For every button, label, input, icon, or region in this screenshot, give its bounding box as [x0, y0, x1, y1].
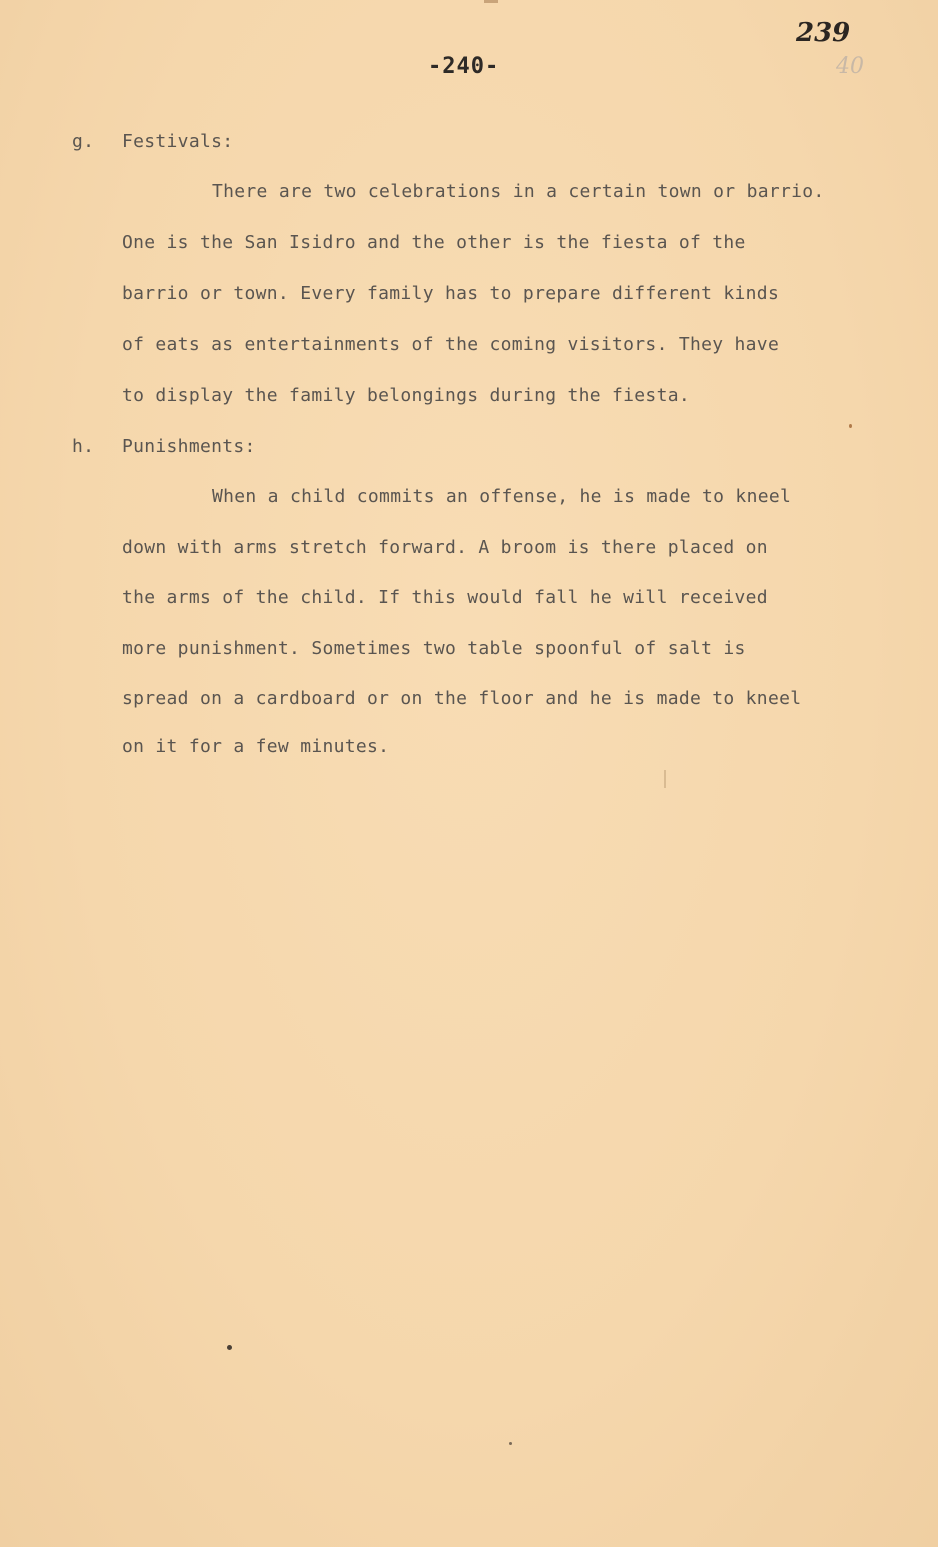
paragraph-line: When a child commits an offense, he is made to kneel: [212, 486, 792, 507]
paragraph-line: on it for a few minutes.: [122, 736, 390, 757]
paragraph-line: down with arms stretch forward. A broom is there placed on: [122, 537, 768, 558]
section-label-g: g.: [72, 131, 95, 152]
paper-speck: [227, 1345, 232, 1350]
paper-mark: [664, 770, 666, 788]
pencil-folio-number: 40: [836, 54, 864, 79]
paper-speck: [849, 424, 852, 428]
section-heading-punishments: Punishments:: [122, 436, 256, 457]
handwritten-folio-number: 239: [796, 18, 851, 48]
paragraph-line: barrio or town. Every family has to prepare different kinds: [122, 283, 780, 304]
paragraph-line: There are two celebrations in a certain town or barrio.: [212, 181, 825, 202]
paper-speck: [509, 1442, 512, 1445]
paragraph-line: the arms of the child. If this would fall he will received: [122, 587, 768, 608]
paragraph-line: One is the San Isidro and the other is the fiesta of the: [122, 232, 746, 253]
section-label-h: h.: [72, 436, 95, 457]
paper-mark: [484, 0, 498, 3]
page-number: -240-: [428, 54, 500, 79]
paragraph-line: of eats as entertainments of the coming visitors. They have: [122, 334, 780, 355]
section-heading-festivals: Festivals:: [122, 131, 234, 152]
paragraph-line: to display the family belongings during the fiesta.: [122, 385, 690, 406]
paragraph-line: more punishment. Sometimes two table spoonful of salt is: [122, 638, 746, 659]
paragraph-line: spread on a cardboard or on the floor and he is made to kneel: [122, 688, 802, 709]
